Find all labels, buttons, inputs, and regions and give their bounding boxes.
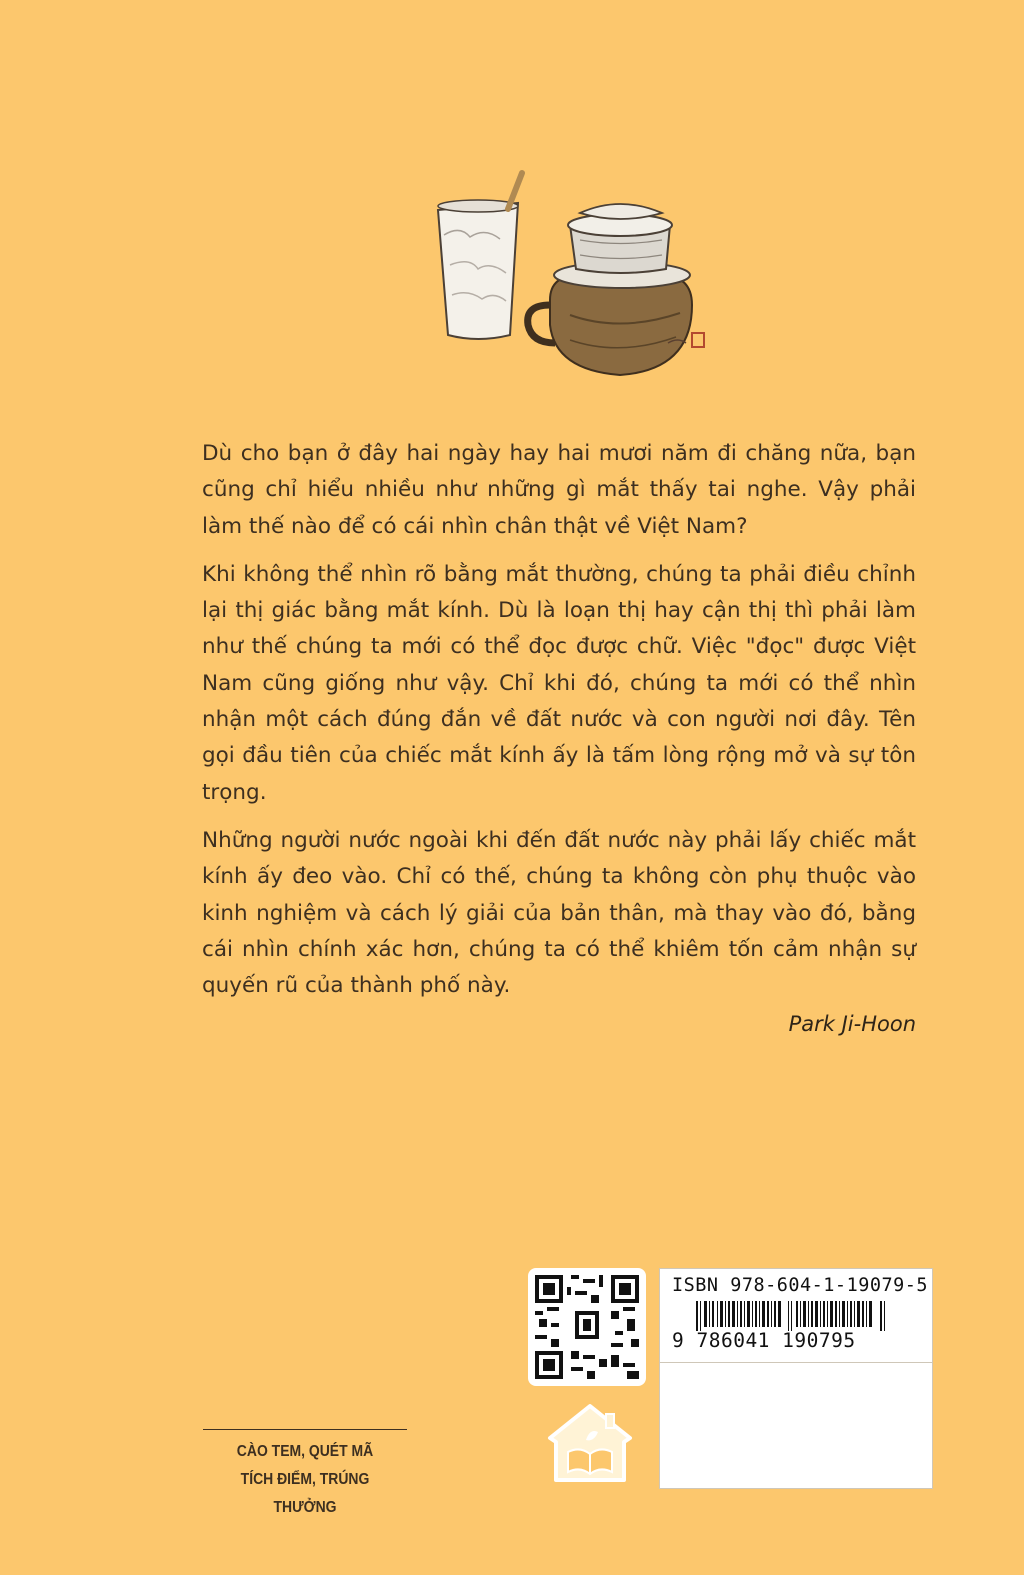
blurb-paragraph-1: Dù cho bạn ở đây hai ngày hay hai mươi năm đi chăng nữa, bạn cũng chỉ hiểu nhiều như những gì mắt thấy tai nghe. Vậy phải làm thế nào để có cái nhìn chân thật về Việt Nam? xyxy=(202,441,916,539)
blurb-paragraph-3: Những người nước ngoài khi đến đất nước này phải lấy chiếc mắt kính ấy đeo vào. Chỉ có thế, chúng ta không còn phụ thuộc vào kinh nghiệm và cách lý giải của bản thân, mà thay vào đó, bằng cái nhìn chính xác hơn, chúng ta có thể khiêm tốn cảm nhận sự quyến rũ của thành phố này. xyxy=(202,827,916,999)
isbn-barcode-box xyxy=(659,1268,933,1489)
barcode-icon xyxy=(696,1301,892,1331)
barcode-digits: 9 786041 190795 xyxy=(672,1329,856,1352)
blurb-paragraph-2: Khi không thể nhìn rõ bằng mắt thường, chúng ta phải điều chỉnh lại thị giác bằng mắt kính. Dù là loạn thị hay cận thị thì phải làm như thế chúng ta mới có thể đọc được chữ. Việc "đọc" được Việt Nam cũng giống như vậy. Chỉ khi đó, chúng ta mới có thể nhìn nhận một cách đúng đắn về đất nước và con người nơi đây. Tên gọi đầu tiên của chiếc mắt kính ấy là tấm lòng rộng mở và sự tôn trọng. xyxy=(202,561,916,805)
qr-code-icon xyxy=(535,1275,639,1379)
blurb-text xyxy=(202,436,916,1016)
promo-line-1: CÀO TEM, QUÉT MÃ xyxy=(236,1443,374,1460)
promo-line-2: TÍCH ĐIỂM, TRÚNG THƯỞNG xyxy=(240,1471,370,1516)
promo-text xyxy=(213,1438,397,1522)
promo-divider xyxy=(203,1429,407,1430)
isbn-label: ISBN 978-604-1-19079-5 xyxy=(672,1275,929,1296)
coffee-illustration-icon xyxy=(430,165,730,390)
author-name: Park Ji-Hoon xyxy=(788,1012,916,1036)
qr-code[interactable] xyxy=(528,1268,646,1386)
isbn-divider xyxy=(660,1362,932,1363)
publisher-logo-icon xyxy=(540,1398,640,1488)
